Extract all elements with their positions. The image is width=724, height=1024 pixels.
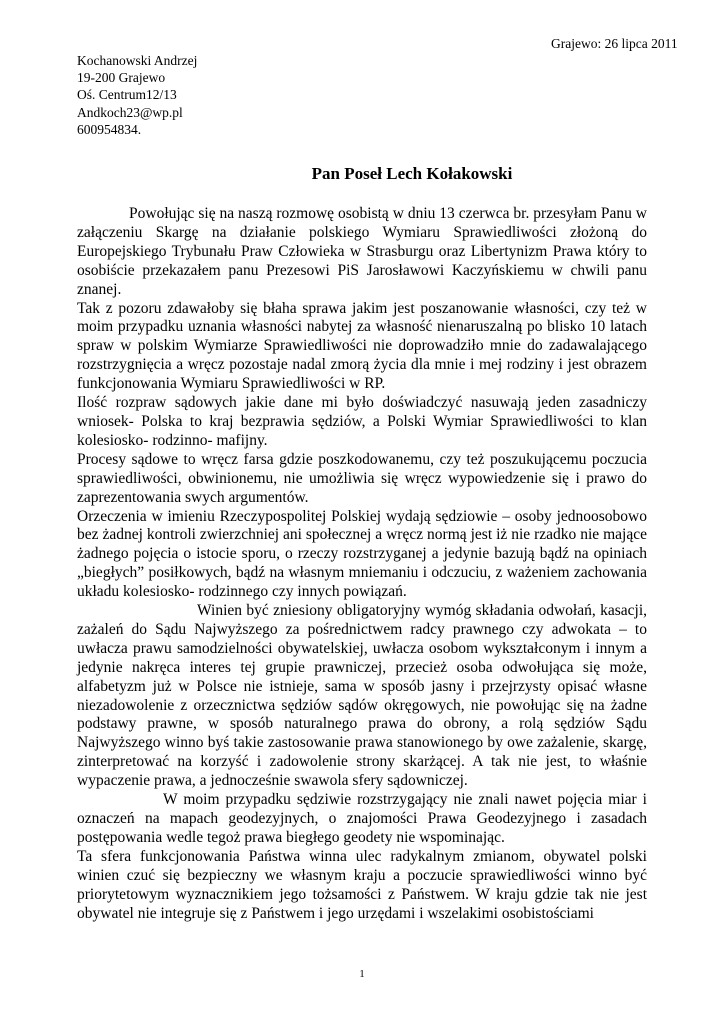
paragraph: Orzeczenia w imieniu Rzeczypospolitej Polskiej wydają sędziowie – osoby jednoosobowo bez żadnej kontroli zwierzchniej ani społecznej a wręcz normą jest iż nie rzadko nie mające żadnego pojęcia o istocie sporu, o rzeczy rozstrzyganej a jedynie bazują bądź na opiniach „biegłych” posiłkowych, bądź na własnym mniemaniu i odczuciu, z ważeniem zachowania układu kolesiosko- rodzinnego czy innych powiązań. — [77, 507, 647, 601]
paragraph: Ilość rozpraw sądowych jakie dane mi było doświadczyć nasuwają jeden zasadniczy wniosek- Polska to kraj bezprawia sędziów, a Polski Wymiar Sprawiedliwości to klan kolesiosko- rodzinno- mafijny. — [77, 394, 647, 449]
sender-address — [77, 52, 197, 138]
sender-city: 19-200 Grajewo — [77, 70, 166, 86]
sender-email: Andkoch23@wp.pl — [77, 104, 183, 120]
paragraph: Tak z pozoru zdawałoby się błaha sprawa jakim jest poszanowanie własności, czy też w moim przypadku uznania własności nabytej za własność nienaruszalną po blisko 10 latach spraw w polskim Wymiarze Sprawiedliwości nie doprowadziło mnie do zadawalającego rozstrzygnięcia a wręcz pozostaje nadal zmorą życia dla mnie i mej rodziny i jest obrazem funkcjonowania Wymiaru Sprawiedliwości w RP. — [77, 299, 647, 393]
paragraph: Procesy sądowe to wręcz farsa gdzie poszkodowanemu, czy też poszukującemu poczucia sprawiedliwości, obwinionemu, nie umożliwia się wręcz wypowiedzenie się i prawo do zaprezentowania swych argumentów. — [77, 450, 647, 506]
paragraph: Winien być zniesiony obligatoryjny wymóg składania odwołań, kasacji, zażaleń do Sądu Najwyższego za pośrednictwem radcy prawnego czy adwokata – to uwłacza prawu samodzielności obywatelskiej, uwłacza osobom wykształconym i innym a jedynie nakręca interes tej grupie prawniczej, przecież osoba odwołująca się może, alfabetyzm już w Polsce nie istnieje, sama w sposób jasny i przejrzysty opisać własne niezadowolenie z orzecznictwa sędziów sądów okręgowych, nie powołując się na żadne podstawy prawne, w sposób naturalnego prawa do obrony, a rolą sędziów Sądu Najwyższego winno byś takie zastosowanie prawa stanowionego by owe zażalenie, skargę, zinterpretować na korzyść i zadowolenie strony skarżącej. A tak nie jest, to właśnie wypaczenie prawa, a jednocześnie swawola sfery sądowniczej. — [77, 602, 647, 790]
recipient-heading: Pan Poseł Lech Kołakowski — [311, 164, 513, 183]
sender-street: Oś. Centrum12/13 — [77, 87, 177, 103]
sender-name: Kochanowski Andrzej — [77, 53, 198, 68]
sender-phone: 600954834. — [77, 121, 142, 137]
letter-body — [77, 205, 647, 923]
page-number: 1 — [359, 968, 365, 980]
letter-date: Grajewo: 26 lipca 2011 — [551, 36, 678, 51]
paragraph: W moim przypadku sędziwie rozstrzygający nie znali nawet pojęcia miar i oznaczeń na mapach geodezyjnych, o znajomości Prawa Geodezyjnego i zasadach postępowania wedle tegoż prawa biegłego geodety nie wspominając. — [77, 791, 647, 846]
paragraph: Powołując się na naszą rozmowę osobistą w dniu 13 czerwca br. przesyłam Panu w załączeniu Skargę na działanie polskiego Wymiaru Sprawiedliwości złożoną do Europejskiego Trybunału Praw Człowieka w Strasburgu oraz Libertynizm Prawa który to osobiście przekazałem panu Prezesowi PiS Jarosławowi Kaczyńskiemu w chwili panu znanej. — [77, 205, 647, 298]
paragraph: Ta sfera funkcjonowania Państwa winna ulec radykalnym zmianom, obywatel polski winien czuć się bezpieczny we własnym kraju a poczucie sprawiedliwości winno być priorytetowym wyznacznikiem jego tożsamości z Państwem. W kraju gdzie tak nie jest obywatel nie integruje się z Państwem i jego urzędami i wszelakimi osobistościami — [77, 847, 647, 922]
